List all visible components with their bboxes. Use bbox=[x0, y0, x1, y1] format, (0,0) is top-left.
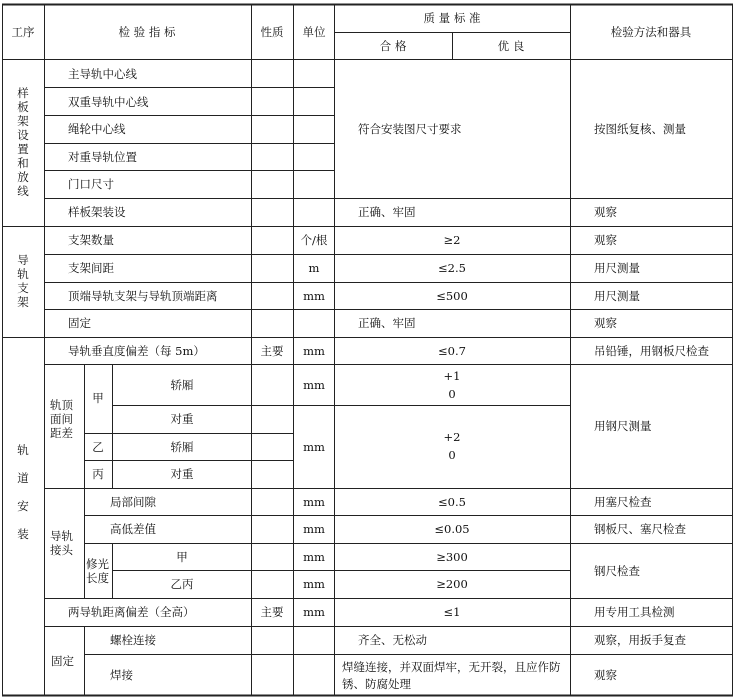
distance-method: 用专用工具检测 bbox=[594, 605, 675, 619]
fixing-weld-method: 观察 bbox=[594, 668, 617, 682]
joint-label: 导轨接头 bbox=[50, 529, 73, 557]
support-count-item: 支架数量 bbox=[68, 233, 114, 247]
gauge-yi-car: 轿厢 bbox=[170, 440, 194, 454]
section1-item-5: 门口尺寸 bbox=[68, 177, 114, 191]
gauge-unit-2: mm bbox=[303, 440, 325, 454]
gauge-bing-counterweight: 对重 bbox=[170, 467, 194, 481]
gauge-tol1-lower: 0 bbox=[448, 387, 456, 401]
header-method: 检验方法和器具 bbox=[610, 25, 692, 39]
header-process: 工序 bbox=[11, 25, 35, 39]
gauge-tol2-lower: 0 bbox=[448, 448, 456, 462]
support-fixing-item: 固定 bbox=[68, 316, 91, 330]
support-spacing-item: 支架间距 bbox=[68, 261, 114, 275]
header-quality-standard: 质 量 标 准 bbox=[423, 11, 481, 25]
section1-label: 样板架设置和放线 bbox=[17, 86, 29, 198]
top-support-distance-item: 顶端导轨支架与导轨顶端距离 bbox=[68, 289, 218, 303]
joint-step-item: 高低差值 bbox=[110, 522, 156, 536]
gauge-label: 轨顶面间距差 bbox=[50, 398, 73, 440]
joint-step-standard: ≤0.05 bbox=[434, 522, 470, 536]
joint-finish-yibing-unit: mm bbox=[303, 577, 325, 591]
support-spacing-standard: ≤2.5 bbox=[438, 261, 466, 275]
joint-local-gap-unit: mm bbox=[303, 495, 325, 509]
distance-unit: mm bbox=[303, 605, 325, 619]
verticality-method: 吊铅锤，用钢板尺检查 bbox=[594, 344, 709, 358]
gauge-jia-counterweight: 对重 bbox=[170, 412, 194, 426]
joint-local-gap-method: 用塞尺检查 bbox=[594, 495, 652, 509]
section3-label: 轨道安装 bbox=[17, 443, 29, 541]
support-fixing-standard: 正确、牢固 bbox=[358, 316, 416, 330]
fixing-bolt-item: 螺栓连接 bbox=[110, 633, 156, 647]
section1-item-4: 对重导轨位置 bbox=[68, 150, 137, 164]
gauge-bing: 丙 bbox=[92, 467, 104, 481]
joint-finish-jia-item: 甲 bbox=[176, 550, 188, 564]
header-indicator: 检 验 指 标 bbox=[118, 25, 176, 39]
support-count-method: 观察 bbox=[594, 233, 617, 247]
joint-local-gap-standard: ≤0.5 bbox=[438, 495, 466, 509]
verticality-nature: 主要 bbox=[260, 344, 284, 358]
frame-install-standard: 正确、牢固 bbox=[358, 205, 416, 219]
verticality-unit: mm bbox=[303, 344, 325, 358]
section1-item-1: 主导轨中心线 bbox=[68, 67, 137, 81]
section1-item-3: 绳轮中心线 bbox=[68, 122, 126, 136]
joint-finish-method: 钢尺检查 bbox=[594, 564, 640, 578]
support-count-standard: ≥2 bbox=[443, 233, 461, 247]
joint-step-unit: mm bbox=[303, 522, 325, 536]
header-nature: 性质 bbox=[260, 25, 284, 39]
support-fixing-method: 观察 bbox=[594, 316, 617, 330]
gauge-tol1-upper: +1 bbox=[443, 369, 461, 383]
fixing-label: 固定 bbox=[51, 654, 74, 668]
header-excellent: 优 良 bbox=[497, 39, 525, 53]
support-spacing-method: 用尺测量 bbox=[594, 261, 640, 275]
top-support-distance-standard: ≤500 bbox=[436, 289, 468, 303]
section1-standard: 符合安装图尺寸要求 bbox=[358, 122, 462, 136]
gauge-method: 用钢尺测量 bbox=[594, 419, 652, 433]
fixing-bolt-method: 观察，用扳手复查 bbox=[594, 633, 686, 647]
header-unit: 单位 bbox=[302, 25, 326, 39]
verticality-standard: ≤0.7 bbox=[438, 344, 466, 358]
joint-finish-label: 修光长度 bbox=[86, 557, 109, 585]
support-spacing-unit: m bbox=[308, 261, 320, 275]
gauge-yi: 乙 bbox=[92, 440, 104, 454]
frame-install-item: 样板架装设 bbox=[68, 205, 126, 219]
section1-method: 按图纸复核、测量 bbox=[594, 122, 686, 136]
verticality-item: 导轨垂直度偏差（每 5m） bbox=[68, 344, 205, 358]
gauge-tol2-upper: +2 bbox=[443, 430, 461, 444]
frame-install-method: 观察 bbox=[594, 205, 617, 219]
gauge-jia: 甲 bbox=[92, 391, 104, 405]
section2-label: 导轨支架 bbox=[17, 253, 29, 309]
joint-finish-yibing-item: 乙丙 bbox=[170, 577, 194, 591]
gauge-jia-car: 轿厢 bbox=[170, 378, 194, 392]
distance-item: 两导轨距离偏差（全高） bbox=[68, 605, 195, 619]
section1-item-2: 双重导轨中心线 bbox=[68, 95, 149, 109]
gauge-unit-1: mm bbox=[303, 378, 325, 392]
joint-finish-yibing-standard: ≥200 bbox=[436, 577, 468, 591]
fixing-weld-item: 焊接 bbox=[110, 668, 133, 682]
fixing-weld-standard: 焊缝连接，并双面焊牢，无开裂，且应作防锈、防腐处理 bbox=[342, 660, 561, 691]
top-support-distance-method: 用尺测量 bbox=[594, 289, 640, 303]
distance-nature: 主要 bbox=[260, 605, 284, 619]
top-support-distance-unit: mm bbox=[303, 289, 325, 303]
joint-local-gap-item: 局部间隙 bbox=[110, 495, 156, 509]
header-qualified: 合 格 bbox=[379, 39, 407, 53]
distance-standard: ≤1 bbox=[443, 605, 461, 619]
joint-finish-jia-standard: ≥300 bbox=[436, 550, 468, 564]
fixing-bolt-standard: 齐全、无松动 bbox=[358, 633, 427, 647]
joint-step-method: 钢板尺、塞尺检查 bbox=[594, 522, 686, 536]
support-count-unit: 个/根 bbox=[300, 233, 328, 247]
joint-finish-jia-unit: mm bbox=[303, 550, 325, 564]
